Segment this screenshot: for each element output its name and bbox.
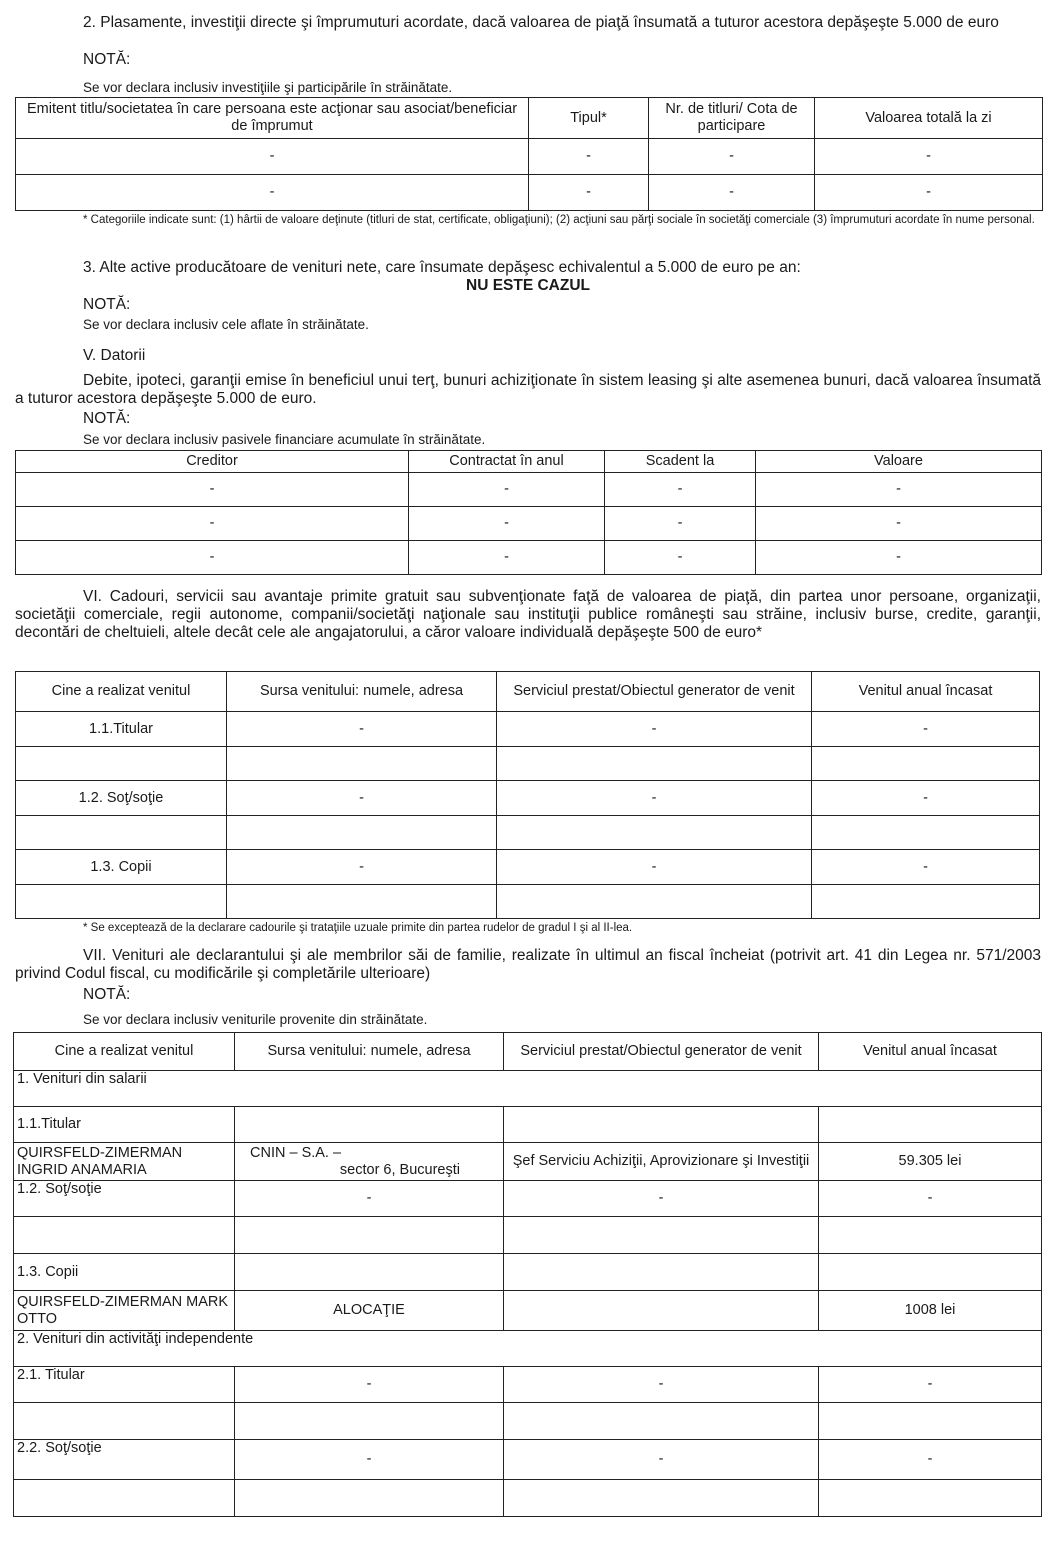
nota-text: Se vor declara inclusiv cele aflate în străinătate. (83, 317, 369, 332)
cell (504, 1403, 819, 1440)
cell: - (605, 473, 756, 507)
cell (504, 1217, 819, 1254)
col-header-serviciul: Serviciul prestat/Obiectul generator de venit (497, 672, 812, 712)
table-header-row (16, 98, 1043, 139)
table-row (14, 1107, 1042, 1143)
section-desc-datorii: Debite, ipoteci, garanţii emise în beneficiul unui terţ, bunuri achiziţionate în sistem leasing şi alte asemenea bunuri, dacă valoarea însumată a tuturor acestora depăşeşte 5.000 de euro. (15, 372, 1041, 407)
cell: - (497, 781, 812, 816)
cell: - (529, 139, 649, 175)
table-row (16, 781, 1040, 816)
table-row (14, 1480, 1042, 1517)
col-header-sursa: Sursa venitului: numele, adresa (235, 1033, 504, 1071)
cell (235, 1403, 504, 1440)
col-header-cine: Cine a realizat venitul (16, 672, 227, 712)
nota-label: NOTĂ: (83, 410, 131, 427)
cell: - (756, 507, 1042, 541)
cell (227, 816, 497, 850)
nota-label: NOTĂ: (83, 986, 131, 1003)
cell (819, 1254, 1042, 1291)
cell-source: ALOCAŢIE (235, 1291, 504, 1331)
cell (504, 1480, 819, 1517)
cell: - (812, 712, 1040, 747)
cell (16, 885, 227, 919)
cell: - (504, 1367, 819, 1403)
cell: 1.1.Titular (16, 712, 227, 747)
cell-source (235, 1143, 504, 1181)
cell: - (815, 175, 1043, 211)
table-row (14, 1143, 1042, 1181)
cell: - (16, 541, 409, 575)
table-row (16, 747, 1040, 781)
category-row (14, 1071, 1042, 1107)
cell: - (497, 850, 812, 885)
cell: - (756, 541, 1042, 575)
section-desc-cadouri: VI. Cadouri, servicii sau avantaje primite gratuit sau subvenţionate faţă de valoarea de piaţă, din partea unor persoane, organizaţii, societăţii comerciale, regii autonome, companii/societăţi naţionale sau instituţii publice româneşti sau străine, inclusiv burse, credite, garanţii, decontări de cheltuieli, altele decât cele ale angajatorului, a căror valoare individuală depăşeşte 500 de euro* (15, 588, 1041, 641)
cell: - (16, 473, 409, 507)
col-header-creditor: Creditor (16, 451, 409, 473)
cell-titular: 1.1.Titular (14, 1107, 235, 1143)
cell (235, 1217, 504, 1254)
table-row (16, 473, 1042, 507)
cell-service (504, 1291, 819, 1331)
table-row (16, 850, 1040, 885)
cell: 1.3. Copii (16, 850, 227, 885)
datorii-table (15, 450, 1042, 575)
cell: 2.2. Soţ/soţie (14, 1440, 235, 1480)
cell (497, 885, 812, 919)
cell-person-titular: QUIRSFELD-ZIMERMAN INGRID ANAMARIA (14, 1143, 235, 1181)
cell: - (227, 850, 497, 885)
cell (16, 816, 227, 850)
venituri-table (13, 1032, 1042, 1517)
table-row (14, 1440, 1042, 1480)
table-row (14, 1367, 1042, 1403)
table-row (16, 541, 1042, 575)
table-row (14, 1181, 1042, 1217)
table-row (14, 1403, 1042, 1440)
cell: - (605, 507, 756, 541)
col-header-valoare: Valoare (756, 451, 1042, 473)
table-header-row (16, 451, 1042, 473)
cell (227, 885, 497, 919)
nota-label: NOTĂ: (83, 51, 131, 68)
status-nu-este-cazul: NU ESTE CAZUL (466, 277, 590, 294)
section-heading-investitii: 2. Plasamente, investiţii directe şi împrumuturi acordate, dacă valoarea de piaţă însumată a tuturor acestora depăşeşte 5.000 de euro (83, 14, 999, 31)
cell: - (497, 712, 812, 747)
nota-text: Se vor declara inclusiv investiţiile şi participările în străinătate. (83, 80, 453, 95)
cell (235, 1480, 504, 1517)
footnote-cadouri: * Se exceptează de la declarare cadourile şi trataţiile uzuale primite din partea rudelor de gradul I şi al II-lea. (83, 922, 633, 934)
cell (504, 1254, 819, 1291)
table-header-row (14, 1033, 1042, 1071)
cell (14, 1480, 235, 1517)
cell (812, 816, 1040, 850)
cell (497, 747, 812, 781)
cell: - (409, 473, 605, 507)
cell (819, 1217, 1042, 1254)
cell: - (605, 541, 756, 575)
cell (14, 1403, 235, 1440)
footnote-categorii: * Categoriile indicate sunt: (1) hârtii de valoare deţinute (titluri de stat, certificate, obligaţiuni); (2) acţiuni sau părţi sociale în societăţi comerciale (3) împrumuturi acordate în nume personal. (83, 214, 1035, 226)
cell: - (649, 175, 815, 211)
cell (504, 1107, 819, 1143)
nota-text: Se vor declara inclusiv pasivele financiare acumulate în străinătate. (83, 432, 486, 447)
cell: - (819, 1181, 1042, 1217)
nota-text: Se vor declara inclusiv veniturile provenite din străinătate. (83, 1012, 428, 1027)
cell: - (815, 139, 1043, 175)
cell (819, 1480, 1042, 1517)
table-row (14, 1291, 1042, 1331)
table-row (16, 507, 1042, 541)
cell (14, 1217, 235, 1254)
cell (819, 1107, 1042, 1143)
col-header-venitul: Venitul anual încasat (819, 1033, 1042, 1071)
cell (812, 747, 1040, 781)
table-row (14, 1217, 1042, 1254)
source-line-2: sector 6, Bucureşti (339, 1161, 460, 1178)
cell: 1.2. Soţ/soţie (16, 781, 227, 816)
cell: - (16, 175, 529, 211)
table-row (16, 175, 1043, 211)
col-header-nr-titluri: Nr. de titluri/ Cota de participare (649, 98, 815, 139)
cell-amount: 59.305 lei (819, 1143, 1042, 1181)
cell: - (16, 507, 409, 541)
cell: - (504, 1440, 819, 1480)
cell: 2.1. Titular (14, 1367, 235, 1403)
cell: - (227, 781, 497, 816)
cell: - (227, 712, 497, 747)
cell-person-child: QUIRSFELD-ZIMERMAN MARK OTTO (14, 1291, 235, 1331)
cell: - (819, 1440, 1042, 1480)
cell: - (529, 175, 649, 211)
cell (235, 1254, 504, 1291)
category-independente: 2. Venituri din activităţi independente (14, 1331, 1042, 1367)
category-row (14, 1331, 1042, 1367)
cell (812, 885, 1040, 919)
cell: - (649, 139, 815, 175)
cell: - (819, 1367, 1042, 1403)
table-header-row (16, 672, 1040, 712)
cell: - (235, 1440, 504, 1480)
cell: - (812, 781, 1040, 816)
cell: - (504, 1181, 819, 1217)
investitii-table (15, 97, 1043, 211)
cell: - (16, 139, 529, 175)
table-row (14, 1254, 1042, 1291)
cell: - (235, 1181, 504, 1217)
cell: - (409, 541, 605, 575)
col-header-venitul: Venitul anual încasat (812, 672, 1040, 712)
source-line-1: CNIN – S.A. – (250, 1144, 342, 1161)
col-header-contractat: Contractat în anul (409, 451, 605, 473)
table-row (16, 712, 1040, 747)
section-desc-venituri: VII. Venituri ale declarantului şi ale membrilor săi de familie, realizate în ultimul an fiscal încheiat (potrivit art. 41 din Legea nr. 571/2003 privind Codul fiscal, cu modificările şi completările ulterioare) (15, 947, 1041, 982)
cadouri-table (15, 671, 1040, 919)
cell (235, 1107, 504, 1143)
cell-service: Şef Serviciu Achiziţii, Aprovizionare şi Investiţii (504, 1143, 819, 1181)
cell (227, 747, 497, 781)
cell: - (756, 473, 1042, 507)
cell-amount: 1008 lei (819, 1291, 1042, 1331)
cell (819, 1403, 1042, 1440)
table-row (16, 816, 1040, 850)
col-header-emitent: Emitent titlu/societatea în care persoana este acţionar sau asociat/beneficiar de împrumut (16, 98, 529, 139)
cell (497, 816, 812, 850)
cell-copii: 1.3. Copii (14, 1254, 235, 1291)
table-row (16, 885, 1040, 919)
cell: - (409, 507, 605, 541)
col-header-tipul: Tipul* (529, 98, 649, 139)
table-row (16, 139, 1043, 175)
cell: - (235, 1367, 504, 1403)
nota-label: NOTĂ: (83, 296, 131, 313)
section-title-datorii: V. Datorii (83, 347, 146, 364)
col-header-serviciul: Serviciul prestat/Obiectul generator de venit (504, 1033, 819, 1071)
category-salarii: 1. Venituri din salarii (14, 1071, 1042, 1107)
cell (16, 747, 227, 781)
col-header-cine: Cine a realizat venitul (14, 1033, 235, 1071)
section-heading-alte-active: 3. Alte active producătoare de venituri nete, care însumate depăşesc echivalentul a 5.000 de euro pe an: (83, 259, 801, 276)
cell: - (812, 850, 1040, 885)
col-header-sursa: Sursa venitului: numele, adresa (227, 672, 497, 712)
col-header-scadent: Scadent la (605, 451, 756, 473)
cell: 1.2. Soţ/soţie (14, 1181, 235, 1217)
col-header-valoarea: Valoarea totală la zi (815, 98, 1043, 139)
